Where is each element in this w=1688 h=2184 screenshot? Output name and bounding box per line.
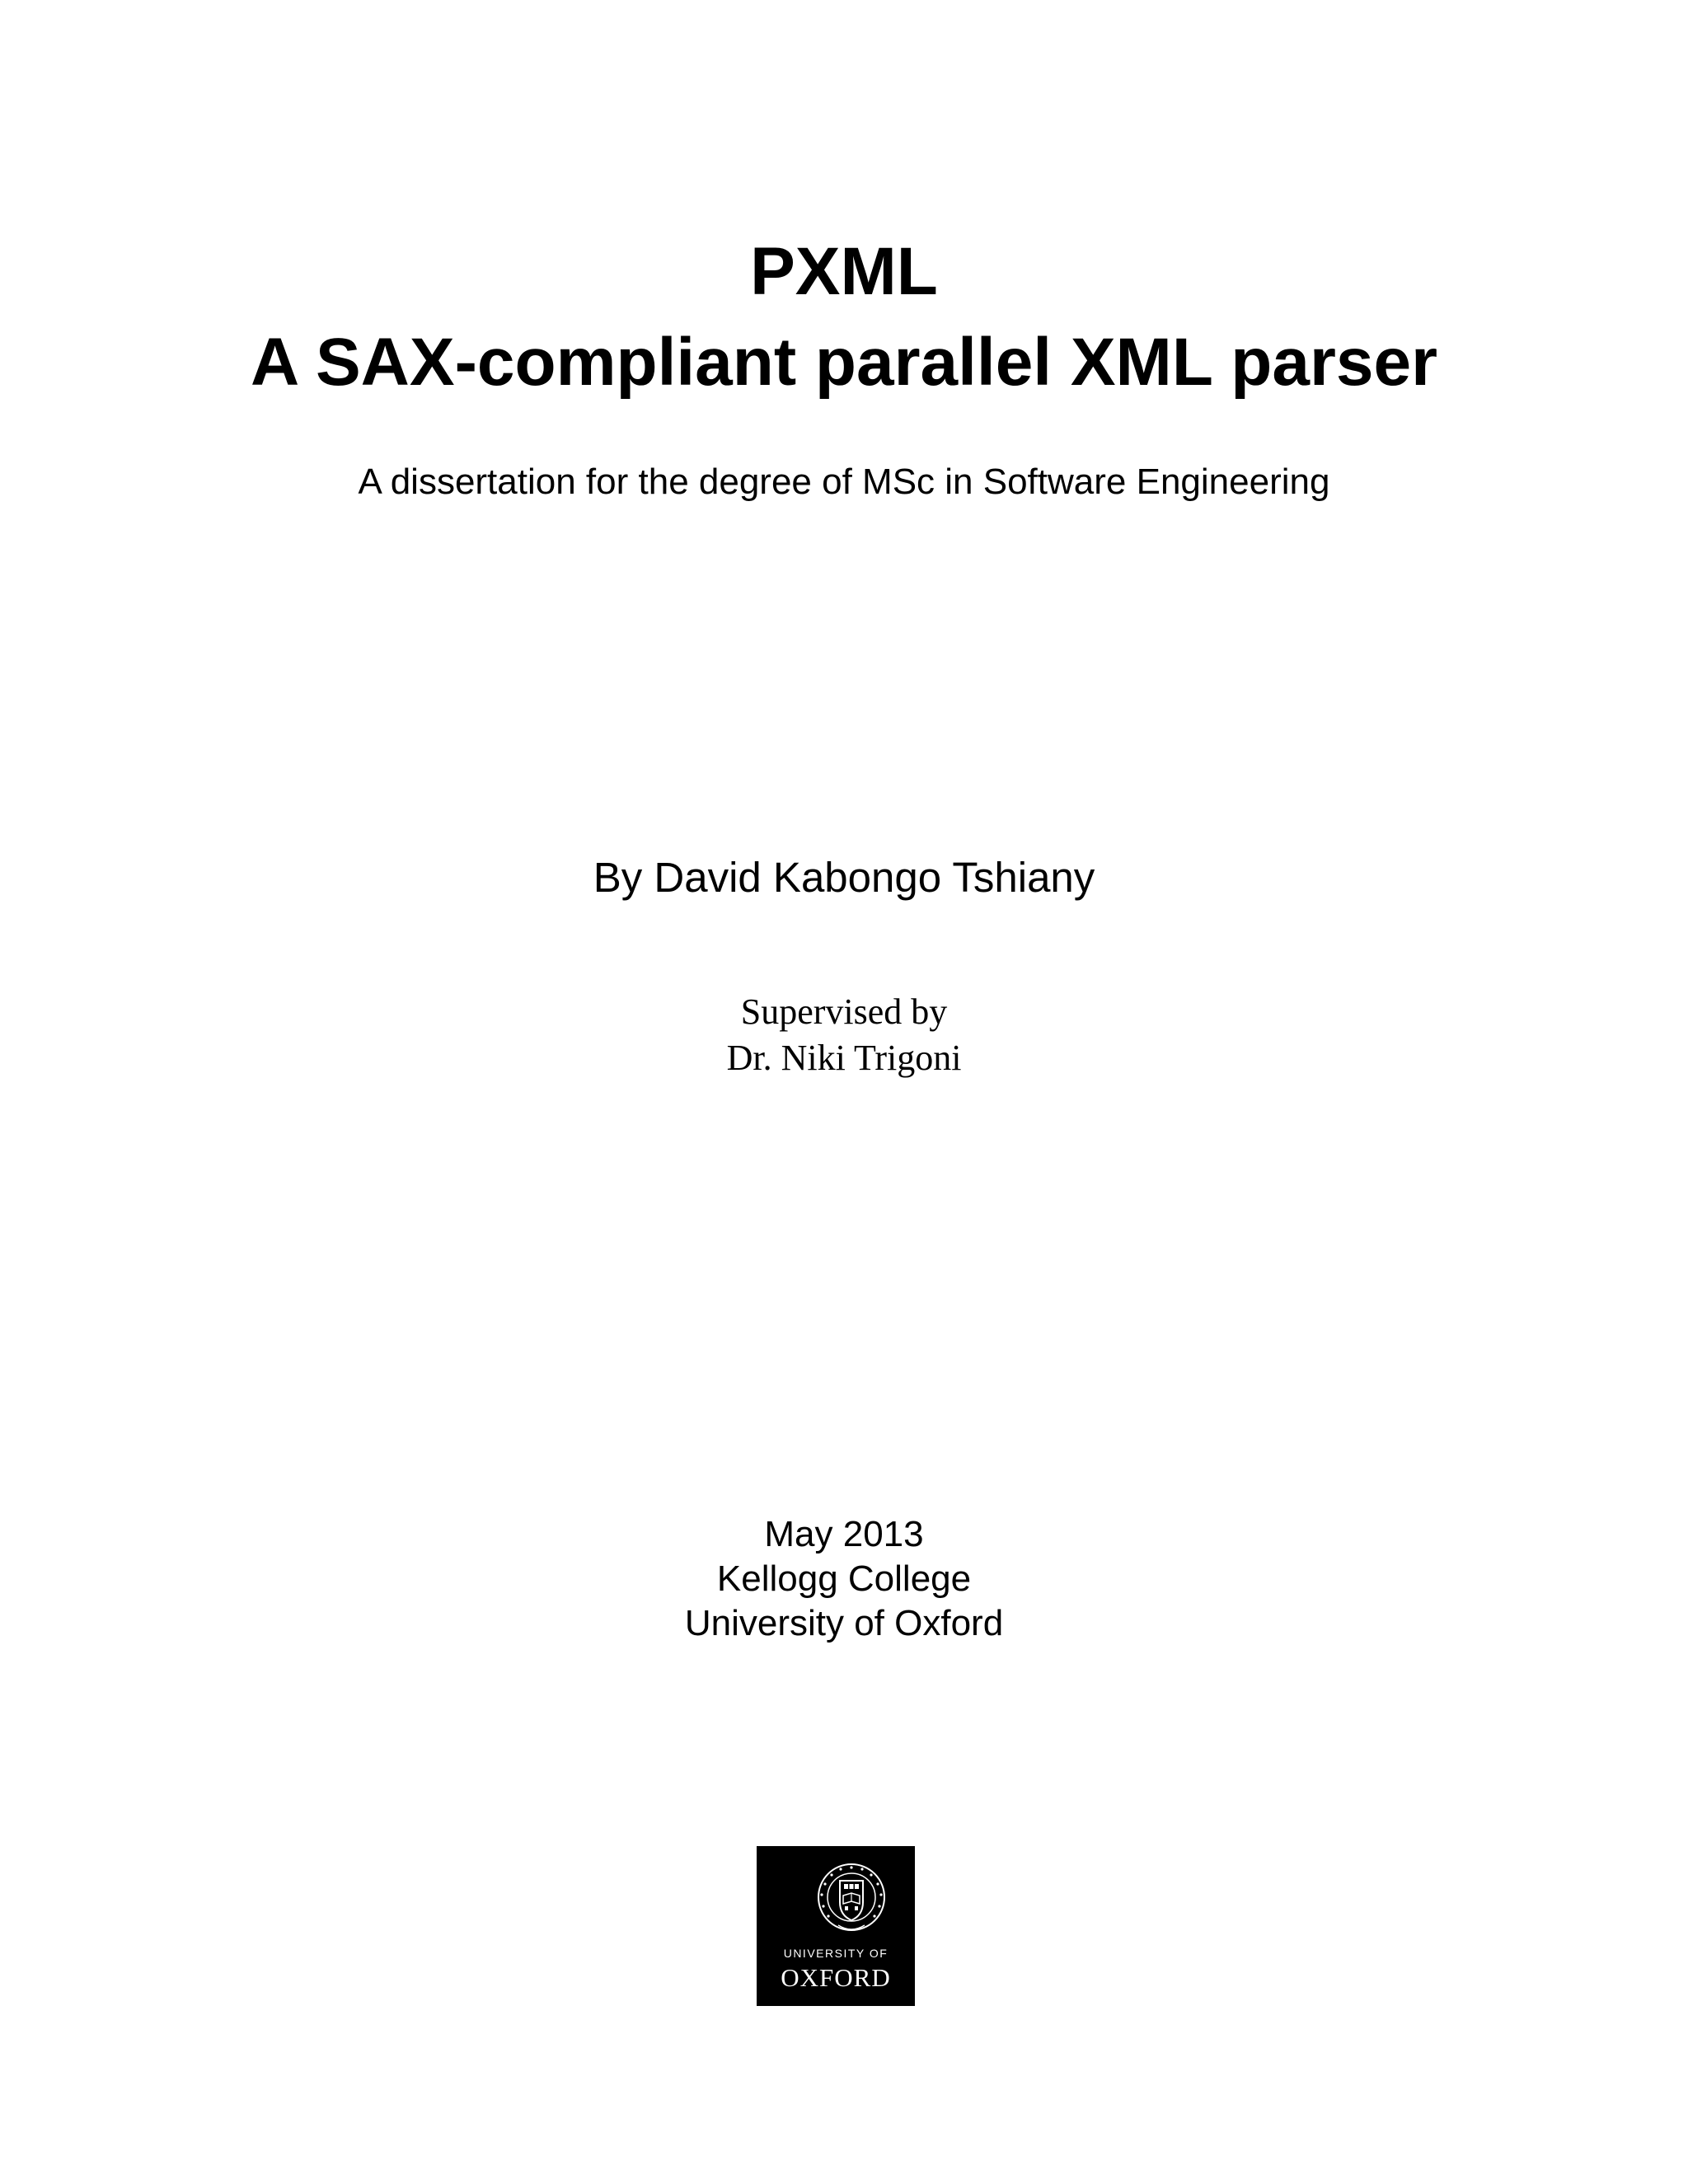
logo-oxford-text: OXFORD xyxy=(781,1963,891,1992)
submission-details xyxy=(0,1512,1688,1646)
title-line-full: A SAX-compliant parallel XML parser xyxy=(251,325,1437,400)
author-name: By David Kabongo Tshiany xyxy=(593,854,1095,901)
university-of-oxford-logo xyxy=(757,1846,915,2006)
university-name: University of Oxford xyxy=(684,1603,1004,1643)
supervision-block xyxy=(0,989,1688,1081)
oxford-crest-icon xyxy=(757,1846,915,1945)
submission-date: May 2013 xyxy=(764,1514,924,1554)
supervised-by-label: Supervised by xyxy=(740,991,948,1032)
logo-university-of-text: UNIVERSITY OF xyxy=(783,1947,889,1960)
college-name: Kellogg College xyxy=(716,1558,972,1599)
dissertation-title xyxy=(0,227,1688,408)
degree-statement: A dissertation for the degree of MSc in Software Engineering xyxy=(358,462,1330,502)
title-line-acronym: PXML xyxy=(750,234,938,309)
supervisor-name: Dr. Niki Trigoni xyxy=(726,1038,962,1078)
